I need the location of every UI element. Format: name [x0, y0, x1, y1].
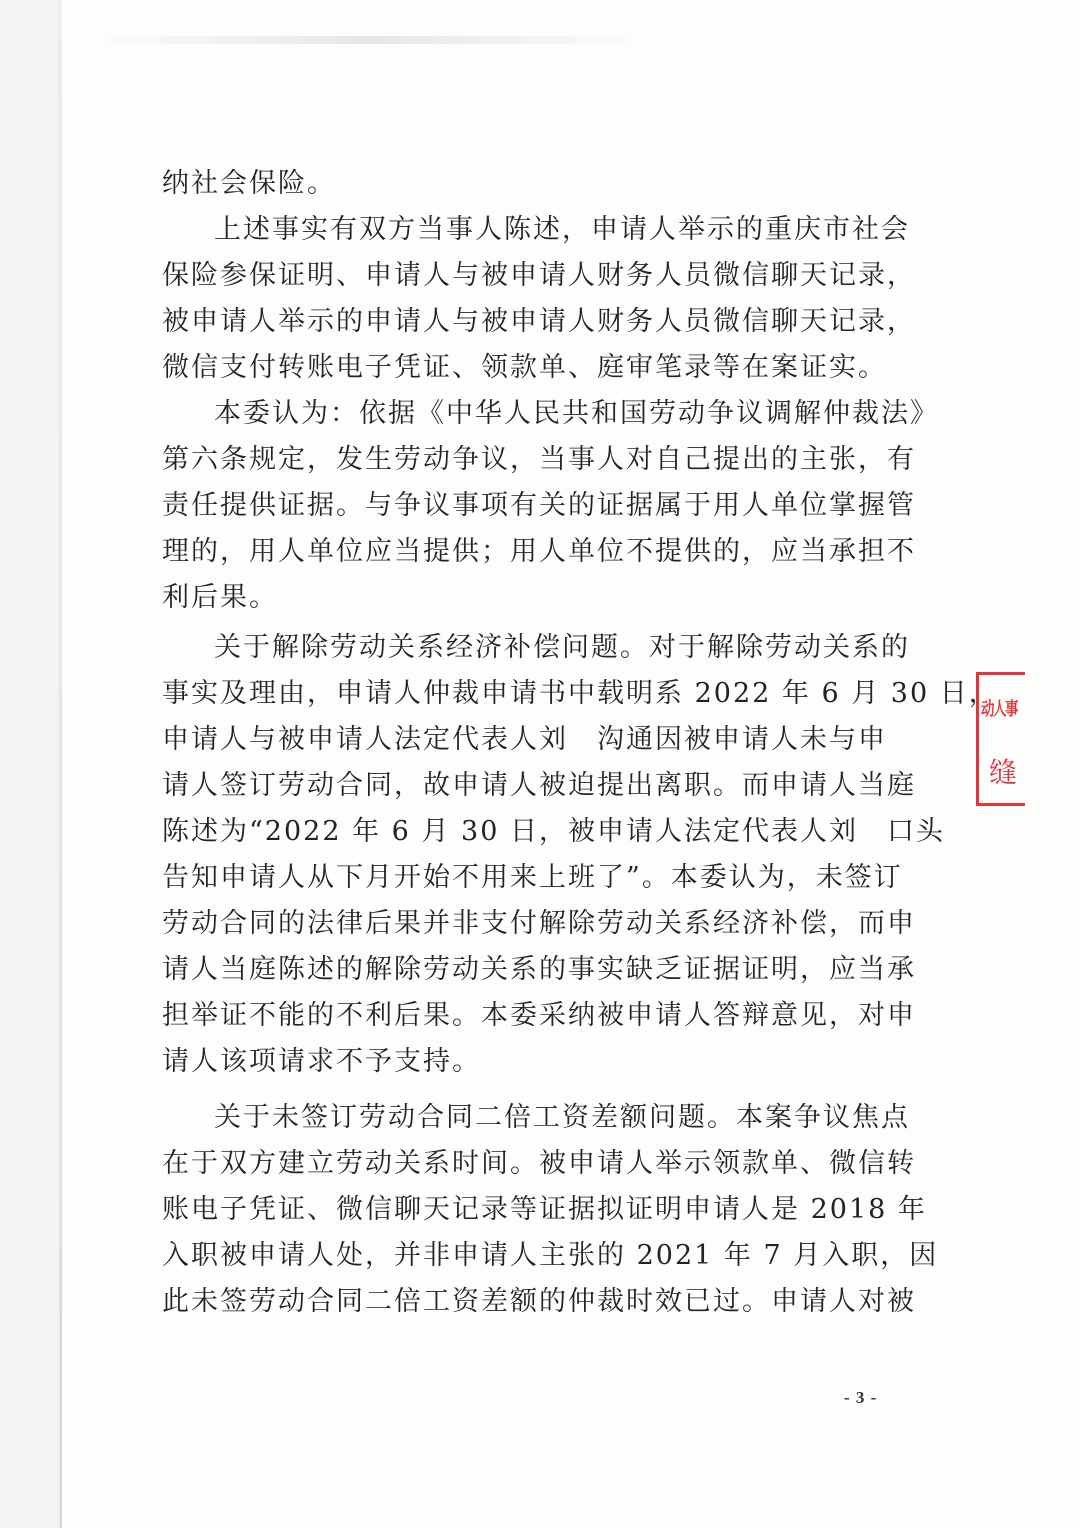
seal-text-bottom: 缝	[989, 756, 1018, 789]
text-line: 微信支付转账电子凭证、领款单、庭审笔录等在案证实。	[162, 352, 887, 383]
text-line: 此未签劳动合同二倍工资差额的仲裁时效已过。申请人对被	[162, 1286, 916, 1317]
text-line: 被申请人举示的申请人与被申请人财务人员微信聊天记录，	[162, 306, 916, 337]
page-edge	[60, 0, 62, 1528]
paragraph-first-line: 关于未签订劳动合同二倍工资差额问题。本案争议焦点	[214, 1102, 910, 1133]
paragraph-first-line: 本委认为：依据《中华人民共和国劳动争议调解仲裁法》	[214, 398, 939, 429]
scan-smudge	[90, 36, 650, 44]
text-line: 请人该项请求不予支持。	[162, 1046, 481, 1077]
paragraph-first-line: 上述事实有双方当事人陈述，申请人举示的重庆市社会	[214, 214, 910, 245]
text-line: 账电子凭证、微信聊天记录等证据拟证明申请人是 2018 年	[162, 1194, 927, 1225]
text-line: 第六条规定，发生劳动争议，当事人对自己提出的主张，有	[162, 444, 916, 475]
text-line: 担举证不能的不利后果。本委采纳被申请人答辩意见，对申	[162, 1000, 916, 1031]
text-line: 保险参保证明、申请人与被申请人财务人员微信聊天记录，	[162, 260, 916, 291]
text-line: 劳动合同的法律后果并非支付解除劳动关系经济补偿，而申	[162, 908, 916, 939]
seam-seal-stamp	[976, 672, 1025, 806]
text-line: 在于双方建立劳动关系时间。被申请人举示领款单、微信转	[162, 1148, 916, 1179]
paragraph-first-line: 关于解除劳动关系经济补偿问题。对于解除劳动关系的	[214, 632, 910, 663]
text-line: 事实及理由，申请人仲裁申请书中载明系 2022 年 6 月 30 日，	[162, 678, 998, 709]
text-line: 纳社会保险。	[162, 168, 336, 199]
text-line: 申请人与被申请人法定代表人刘 沟通因被申请人未与申	[162, 724, 887, 755]
seal-text-top: 动人事	[981, 699, 1017, 720]
text-line: 入职被申请人处，并非申请人主张的 2021 年 7 月入职，因	[162, 1240, 939, 1271]
text-line: 请人签订劳动合同，故申请人被迫提出离职。而申请人当庭	[162, 770, 916, 801]
text-line: 理的，用人单位应当提供；用人单位不提供的，应当承担不	[162, 536, 916, 567]
text-line: 告知申请人从下月开始不用来上班了”。本委认为，未签订	[162, 862, 903, 893]
text-line: 责任提供证据。与争议事项有关的证据属于用人单位掌握管	[162, 490, 916, 521]
text-line: 利后果。	[162, 582, 278, 613]
page-number: - 3 -	[844, 1388, 878, 1407]
text-line: 陈述为“2022 年 6 月 30 日，被申请人法定代表人刘 口头	[162, 816, 945, 847]
text-line: 请人当庭陈述的解除劳动关系的事实缺乏证据证明，应当承	[162, 954, 916, 985]
